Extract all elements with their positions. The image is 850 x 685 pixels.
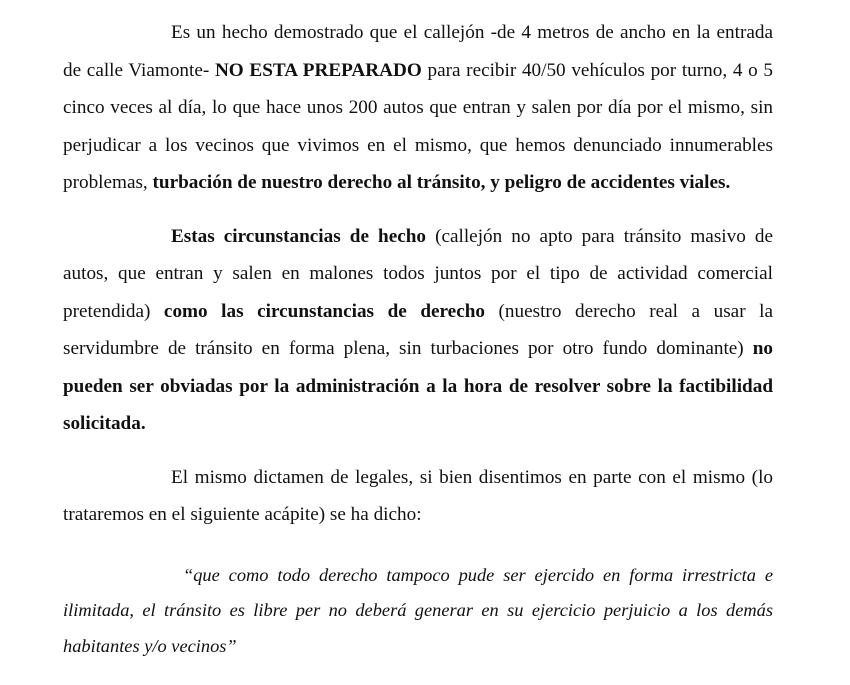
emphasis-no-esta-preparado: NO ESTA PREPARADO: [214, 59, 422, 81]
paragraph-text: Es un hecho demostrado que el callejón -de 4 metros de ancho en la entrada de calle Viamonte-: [63, 22, 773, 81]
paragraph-dictamen: El mismo dictamen de legales, si bien disentimos en parte con el mismo (lo trataremos en el siguiente acápite) se ha dicho:: [63, 466, 773, 525]
block-quote: “que como todo derecho tampoco pude ser ejercido en forma irrestricta e ilimitada, el tránsito es libre per no deberá generar en su ejercicio perjuicio a los demás habitantes y/o vecinos”: [63, 564, 773, 656]
emphasis-turbacion: turbación de nuestro derecho al tránsito, y peligro de accidentes viales.: [152, 172, 731, 193]
emphasis-circunstancias-hecho: Estas circunstancias de hecho: [171, 225, 427, 247]
document-page: [63, 14, 773, 664]
paragraph-text: (nuestro derecho real a usar la servidumbre de tránsito en forma plena, sin turbaciones por otro fundo dominante): [63, 300, 773, 359]
paragraph-callejon: [63, 14, 773, 202]
paragraph-circunstancias: [63, 218, 773, 443]
paragraph-text: (callejón no apto para tránsito masivo de autos, que entran y salen en malones todos juntos por el tipo de actividad comercial pretendida): [63, 225, 773, 322]
emphasis-no-pueden-ser-obviadas: no pueden ser obviadas por la administración a la hora de resolver sobre la factibilidad solicitada.: [63, 338, 773, 434]
paragraph-text: para recibir 40/50 vehículos por turno, 4 o 5 cinco veces al día, lo que hace unos 200 autos que entran y salen por día por el mismo, sin perjudicar a los vecinos que vivimos en el mismo, que hemos denunciado innumerables problemas,: [63, 59, 773, 193]
emphasis-circunstancias-derecho: como las circunstancias de derecho: [163, 300, 485, 322]
